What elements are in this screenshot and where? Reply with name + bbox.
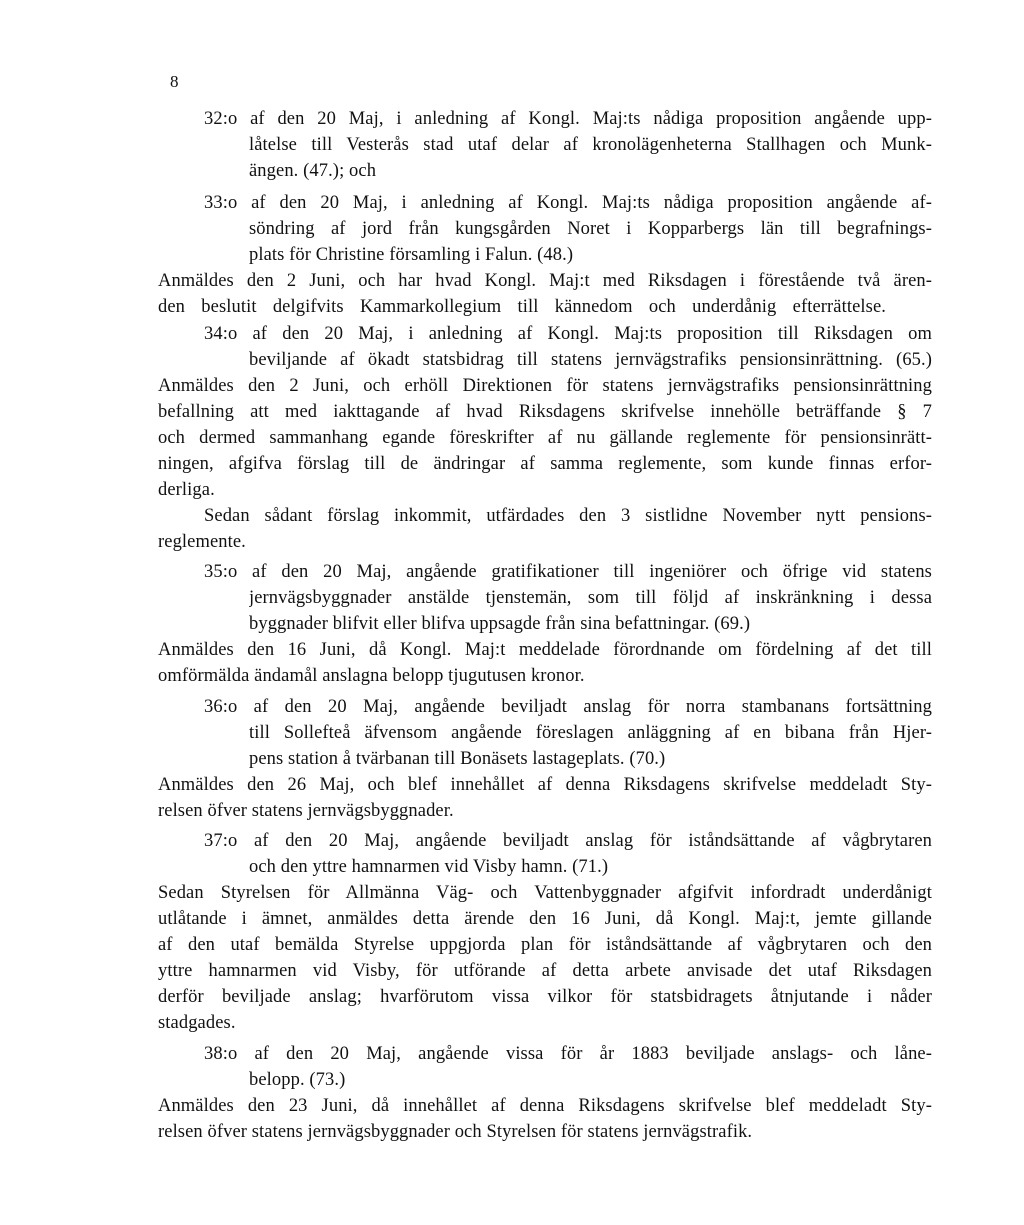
text-line: Anmäldes den 16 Juni, då Kongl. Maj:t meddelade förordnande om fördelning af det till	[158, 640, 932, 660]
text-line: ningen, afgifva förslag till de ändringar af samma reglemente, som kunde finnas erfor-	[158, 454, 932, 474]
text-line: pens station å tvärbanan till Bonäsets lastageplats. (70.)	[249, 749, 666, 769]
text-line: och den yttre hamnarmen vid Visby hamn. (71.)	[249, 857, 609, 877]
text-line: Sedan sådant förslag inkommit, utfärdades den 3 sistlidne November nytt pensions-	[204, 506, 932, 526]
text-line: stadgades.	[158, 1013, 236, 1033]
text-line: 33:o af den 20 Maj, i anledning af Kongl. Maj:ts nådiga proposition angående af-	[204, 193, 932, 213]
text-line: söndring af jord från kungsgården Noret i Kopparbergs län till begrafnings-	[249, 219, 932, 239]
text-line: utlåtande i ämnet, anmäldes detta ärende den 16 Juni, då Kongl. Maj:t, jemte gillande	[158, 909, 932, 929]
text-line: låtelse till Vesterås stad utaf delar af kronolägenheterna Stallhagen och Munk-	[249, 135, 932, 155]
text-line: af den utaf bemälda Styrelse uppgjorda plan för iståndsättande af vågbrytaren och den	[158, 935, 932, 955]
text-line: Sedan Styrelsen för Allmänna Väg- och Vattenbyggnader afgifvit infordradt underdånigt	[158, 883, 932, 903]
text-line: beviljande af ökadt statsbidrag till statens jernvägstrafiks pensionsinrättning. (65.)	[249, 350, 932, 370]
text-line: Anmäldes den 2 Juni, och har hvad Kongl. Maj:t med Riksdagen i förestående två ären-	[158, 271, 932, 291]
text-line: jernvägsbyggnader anstälde tjenstemän, som till följd af inskränkning i dessa	[249, 588, 932, 608]
text-line: 37:o af den 20 Maj, angående beviljadt anslag för iståndsättande af vågbrytaren	[204, 831, 932, 851]
text-line: Anmäldes den 26 Maj, och blef innehållet af denna Riksdagens skrifvelse meddeladt Sty-	[158, 775, 932, 795]
text-line: byggnader blifvit eller blifva uppsagde från sina befattningar. (69.)	[249, 614, 751, 634]
text-line: och dermed sammanhang egande föreskrifter af nu gällande reglemente för pensionsinrätt-	[158, 428, 932, 448]
text-line: omförmälda ändamål anslagna belopp tjugutusen kronor.	[158, 666, 585, 686]
text-line: 35:o af den 20 Maj, angående gratifikationer till ingeniörer och öfrige vid statens	[204, 562, 932, 582]
text-line: 34:o af den 20 Maj, i anledning af Kongl. Maj:ts proposition till Riksdagen om	[204, 324, 932, 344]
text-line: 38:o af den 20 Maj, angående vissa för år 1883 beviljade anslags- och låne-	[204, 1044, 932, 1064]
text-line: relsen öfver statens jernvägsbyggnader.	[158, 801, 454, 821]
page-number: 8	[170, 72, 179, 91]
text-line: befallning att med iakttagande af hvad Riksdagens skrifvelse innehölle beträffande § 7	[158, 402, 932, 422]
text-line: derför beviljade anslag; hvarförutom vissa vilkor för statsbidragets åtnjutande i nåder	[158, 987, 932, 1007]
text-line: relsen öfver statens jernvägsbyggnader och Styrelsen för statens jernvägstrafik.	[158, 1122, 753, 1142]
text-line: reglemente.	[158, 532, 246, 552]
text-line: 36:o af den 20 Maj, angående beviljadt anslag för norra stambanans fortsättning	[204, 697, 932, 717]
text-line: plats för Christine församling i Falun. (48.)	[249, 245, 574, 265]
text-line: den beslutit delgifvits Kammarkollegium till kännedom och underdånig efterrättelse.	[158, 297, 886, 317]
text-line: 32:o af den 20 Maj, i anledning af Kongl. Maj:ts nådiga proposition angående upp-	[204, 109, 932, 129]
text-line: ängen. (47.); och	[249, 161, 377, 181]
text-line: till Sollefteå äfvensom angående föreslagen anläggning af en bibana från Hjer-	[249, 723, 932, 743]
text-line: yttre hamnarmen vid Visby, för utförande af detta arbete anvisade det utaf Riksdagen	[158, 961, 932, 981]
text-line: derliga.	[158, 480, 215, 500]
text-line: Anmäldes den 2 Juni, och erhöll Direktionen för statens jernvägstrafiks pensionsinrättning	[158, 376, 932, 396]
text-line: Anmäldes den 23 Juni, då innehållet af denna Riksdagens skrifvelse blef meddeladt Sty-	[158, 1096, 932, 1116]
text-line: belopp. (73.)	[249, 1070, 346, 1090]
